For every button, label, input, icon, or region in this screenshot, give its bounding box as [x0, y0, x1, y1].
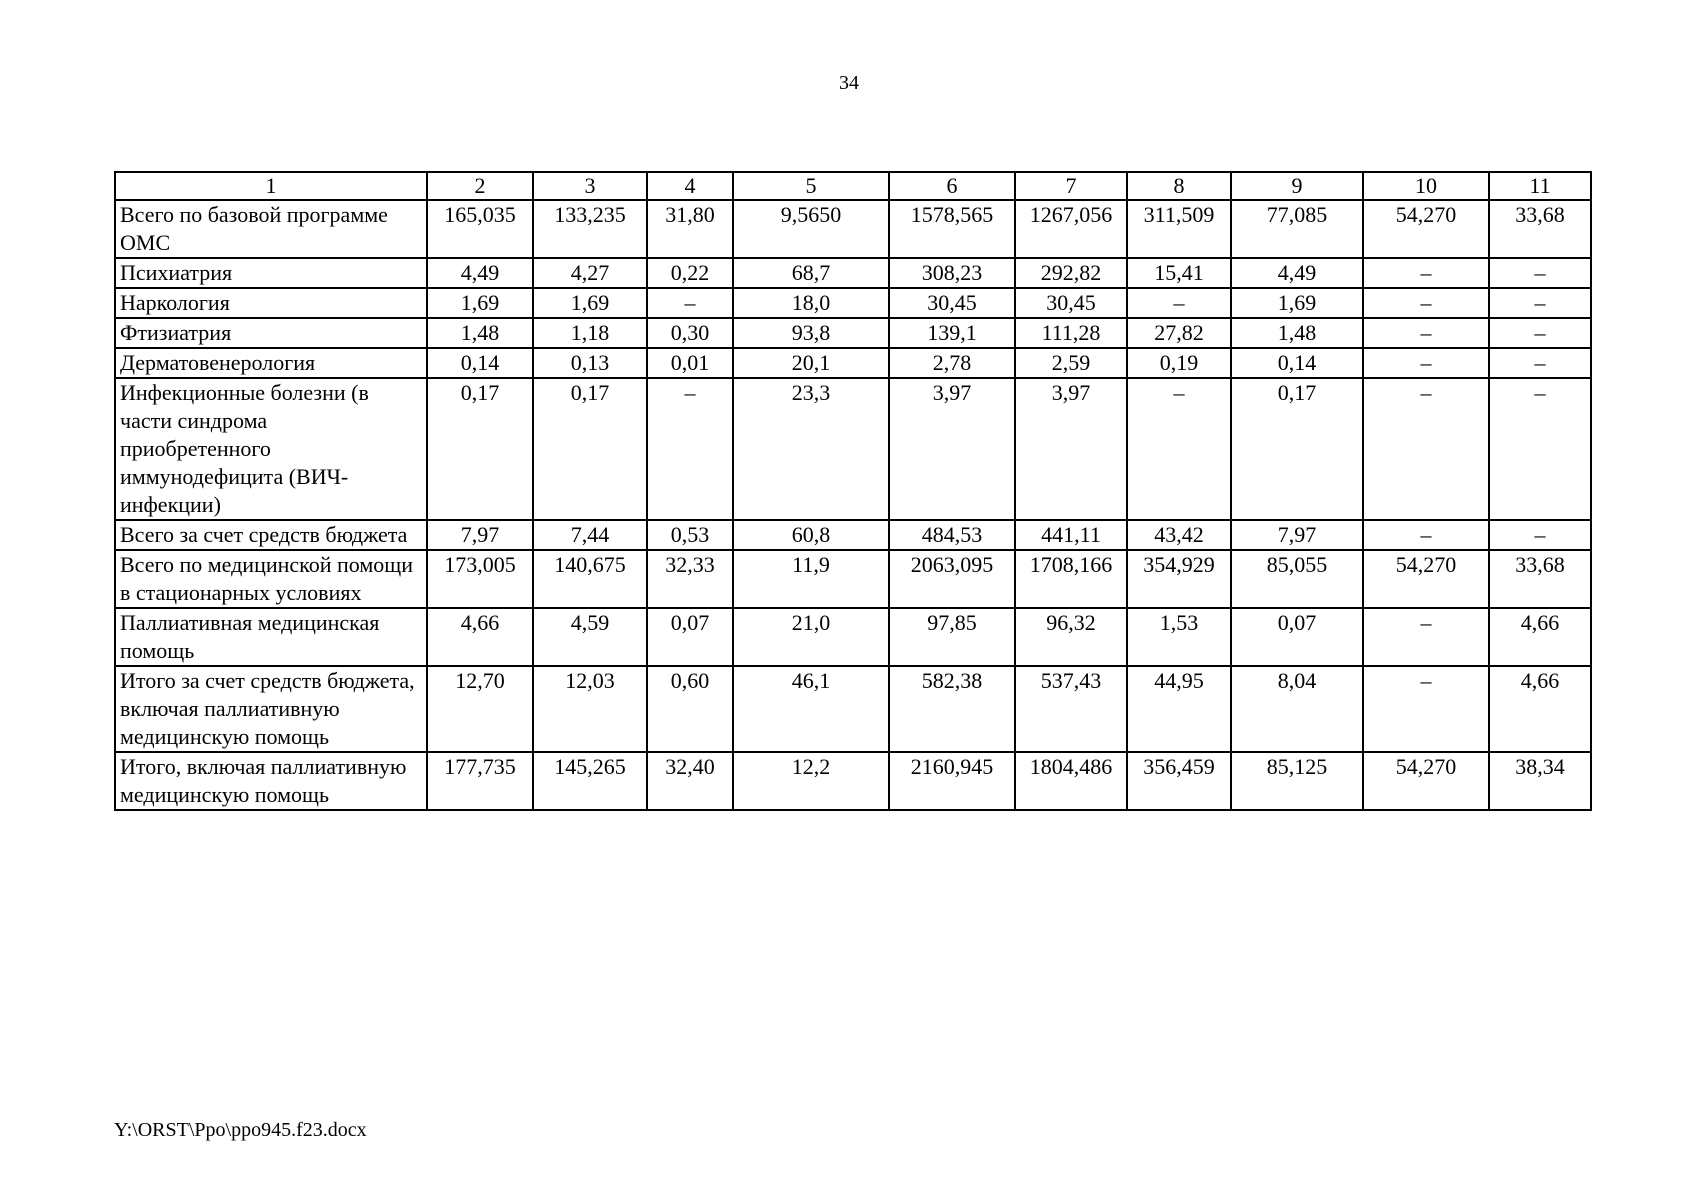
value-cell: 1,69 [533, 288, 647, 318]
value-cell: 2,59 [1015, 348, 1127, 378]
row-label-cell: Фтизиатрия [115, 318, 427, 348]
value-cell: 1,18 [533, 318, 647, 348]
value-cell: 308,23 [889, 258, 1015, 288]
value-cell: 15,41 [1127, 258, 1231, 288]
value-cell: – [1127, 288, 1231, 318]
value-cell: – [1489, 318, 1591, 348]
value-cell: 2,78 [889, 348, 1015, 378]
value-cell: 0,14 [1231, 348, 1363, 378]
value-cell: 0,30 [647, 318, 733, 348]
value-cell: 31,80 [647, 200, 733, 258]
value-cell: 32,33 [647, 550, 733, 608]
value-cell: 0,13 [533, 348, 647, 378]
value-cell: – [1363, 258, 1489, 288]
value-cell: 30,45 [889, 288, 1015, 318]
value-cell: – [1363, 318, 1489, 348]
value-cell: 4,66 [1489, 608, 1591, 666]
table-row [115, 666, 1591, 752]
value-cell: – [1489, 520, 1591, 550]
value-cell: 1,69 [427, 288, 533, 318]
table-body [115, 200, 1591, 810]
column-header: 4 [647, 172, 733, 200]
value-cell: 1,48 [427, 318, 533, 348]
value-cell: 38,34 [1489, 752, 1591, 810]
value-cell: 441,11 [1015, 520, 1127, 550]
column-header: 7 [1015, 172, 1127, 200]
value-cell: 145,265 [533, 752, 647, 810]
value-cell: 1,53 [1127, 608, 1231, 666]
value-cell: 43,42 [1127, 520, 1231, 550]
value-cell: 4,59 [533, 608, 647, 666]
value-cell: 77,085 [1231, 200, 1363, 258]
value-cell: 85,055 [1231, 550, 1363, 608]
value-cell: 140,675 [533, 550, 647, 608]
table-row [115, 752, 1591, 810]
value-cell: 356,459 [1127, 752, 1231, 810]
value-cell: 68,7 [733, 258, 889, 288]
value-cell: 21,0 [733, 608, 889, 666]
value-cell: 11,9 [733, 550, 889, 608]
value-cell: – [1489, 288, 1591, 318]
value-cell: 177,735 [427, 752, 533, 810]
value-cell: 23,3 [733, 378, 889, 520]
value-cell: 0,60 [647, 666, 733, 752]
value-cell: – [1363, 520, 1489, 550]
value-cell: 0,07 [1231, 608, 1363, 666]
value-cell: 1,69 [1231, 288, 1363, 318]
value-cell: 4,27 [533, 258, 647, 288]
value-cell: 292,82 [1015, 258, 1127, 288]
value-cell: 484,53 [889, 520, 1015, 550]
column-header: 3 [533, 172, 647, 200]
table-header-row [115, 172, 1591, 200]
column-header: 10 [1363, 172, 1489, 200]
value-cell: 93,8 [733, 318, 889, 348]
value-cell: – [1489, 348, 1591, 378]
table-row [115, 348, 1591, 378]
table-row [115, 258, 1591, 288]
value-cell: 12,70 [427, 666, 533, 752]
value-cell: 0,01 [647, 348, 733, 378]
value-cell: 30,45 [1015, 288, 1127, 318]
value-cell: – [647, 288, 733, 318]
row-label-cell: Итого за счет средств бюджета, включая паллиативную медицинскую помощь [115, 666, 427, 752]
value-cell: 20,1 [733, 348, 889, 378]
value-cell: – [1127, 378, 1231, 520]
value-cell: 7,97 [1231, 520, 1363, 550]
value-cell: 1267,056 [1015, 200, 1127, 258]
value-cell: 2063,095 [889, 550, 1015, 608]
value-cell: 1,48 [1231, 318, 1363, 348]
value-cell: 27,82 [1127, 318, 1231, 348]
value-cell: 354,929 [1127, 550, 1231, 608]
column-header: 2 [427, 172, 533, 200]
value-cell: 8,04 [1231, 666, 1363, 752]
table-row [115, 520, 1591, 550]
value-cell: 7,97 [427, 520, 533, 550]
row-label-cell: Инфекционные болезни (в части синдрома приобретенного иммунодефицита (ВИЧ-инфекции) [115, 378, 427, 520]
value-cell: – [1489, 378, 1591, 520]
row-label-cell: Всего за счет средств бюджета [115, 520, 427, 550]
row-label-cell: Паллиативная медицинская помощь [115, 608, 427, 666]
value-cell: 537,43 [1015, 666, 1127, 752]
value-cell: 33,68 [1489, 200, 1591, 258]
value-cell: 139,1 [889, 318, 1015, 348]
value-cell: 4,49 [427, 258, 533, 288]
value-cell: 7,44 [533, 520, 647, 550]
value-cell: – [1363, 378, 1489, 520]
value-cell: 311,509 [1127, 200, 1231, 258]
value-cell: – [1489, 258, 1591, 288]
footer-file-path: Y:\ORST\Ppo\ppo945.f23.docx [114, 1119, 367, 1141]
table-row [115, 378, 1591, 520]
row-label-cell: Всего по базовой программе ОМС [115, 200, 427, 258]
table-row [115, 200, 1591, 258]
value-cell: 9,5650 [733, 200, 889, 258]
value-cell: 0,14 [427, 348, 533, 378]
value-cell: 3,97 [1015, 378, 1127, 520]
value-cell: 33,68 [1489, 550, 1591, 608]
value-cell: 54,270 [1363, 550, 1489, 608]
column-header: 5 [733, 172, 889, 200]
value-cell: 0,07 [647, 608, 733, 666]
value-cell: 4,66 [427, 608, 533, 666]
value-cell: 0,22 [647, 258, 733, 288]
value-cell: 60,8 [733, 520, 889, 550]
value-cell: 96,32 [1015, 608, 1127, 666]
value-cell: 46,1 [733, 666, 889, 752]
value-cell: 54,270 [1363, 200, 1489, 258]
value-cell: 2160,945 [889, 752, 1015, 810]
value-cell: 0,17 [533, 378, 647, 520]
value-cell: – [1363, 348, 1489, 378]
value-cell: 0,17 [427, 378, 533, 520]
value-cell: 173,005 [427, 550, 533, 608]
value-cell: 165,035 [427, 200, 533, 258]
data-table [114, 171, 1592, 811]
row-label-cell: Итого, включая паллиативную медицинскую помощь [115, 752, 427, 810]
value-cell: – [647, 378, 733, 520]
column-header: 1 [115, 172, 427, 200]
table-row [115, 318, 1591, 348]
value-cell: 133,235 [533, 200, 647, 258]
row-label-cell: Психиатрия [115, 258, 427, 288]
value-cell: 12,03 [533, 666, 647, 752]
value-cell: 32,40 [647, 752, 733, 810]
column-header: 6 [889, 172, 1015, 200]
page-number: 34 [839, 72, 859, 94]
value-cell: 85,125 [1231, 752, 1363, 810]
table-row [115, 288, 1591, 318]
row-label-cell: Всего по медицинской помощи в стационарных условиях [115, 550, 427, 608]
value-cell: 4,49 [1231, 258, 1363, 288]
value-cell: 18,0 [733, 288, 889, 318]
value-cell: 54,270 [1363, 752, 1489, 810]
row-label-cell: Дерматовенерология [115, 348, 427, 378]
value-cell: 3,97 [889, 378, 1015, 520]
value-cell: 12,2 [733, 752, 889, 810]
value-cell: 4,66 [1489, 666, 1591, 752]
value-cell: 1578,565 [889, 200, 1015, 258]
value-cell: 97,85 [889, 608, 1015, 666]
table-row [115, 608, 1591, 666]
table-row [115, 550, 1591, 608]
value-cell: 44,95 [1127, 666, 1231, 752]
value-cell: 0,19 [1127, 348, 1231, 378]
value-cell: 0,53 [647, 520, 733, 550]
column-header: 11 [1489, 172, 1591, 200]
value-cell: – [1363, 608, 1489, 666]
value-cell: – [1363, 288, 1489, 318]
value-cell: 582,38 [889, 666, 1015, 752]
value-cell: 0,17 [1231, 378, 1363, 520]
value-cell: 1708,166 [1015, 550, 1127, 608]
value-cell: 1804,486 [1015, 752, 1127, 810]
row-label-cell: Наркология [115, 288, 427, 318]
value-cell: – [1363, 666, 1489, 752]
column-header: 9 [1231, 172, 1363, 200]
value-cell: 111,28 [1015, 318, 1127, 348]
column-header: 8 [1127, 172, 1231, 200]
